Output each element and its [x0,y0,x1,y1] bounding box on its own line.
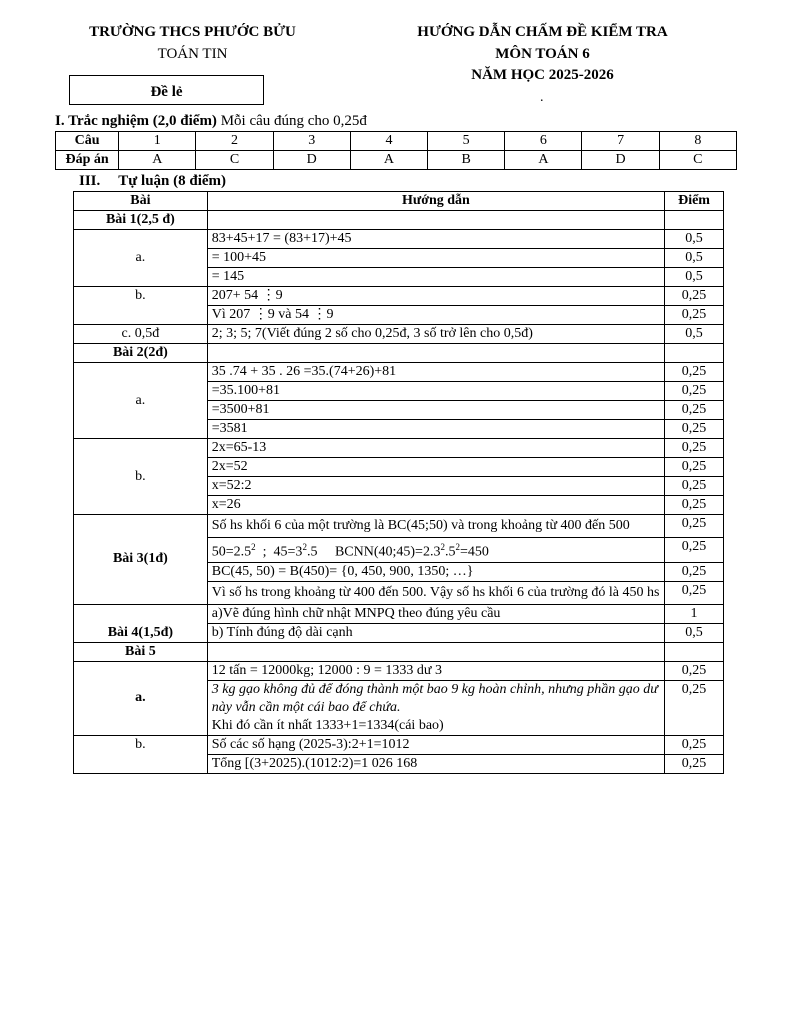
part2-heading: III. Tự luận (8 điểm) [79,173,227,189]
guide-line: $50=2.5^2$ ; $45=3^2.5$ $BCNN(40;45)=2.3^2.5^2=450$ [207,538,664,563]
guide-line: 83+45+17 = (83+17)+45 [207,230,664,249]
points-cell: 1 [665,604,724,623]
points-cell: 0,25 [665,735,724,754]
points-cell: 0,25 [665,458,724,477]
points-cell: 0,25 [665,581,724,604]
points-cell: 0,25 [665,496,724,515]
section-title: Bài 2(2đ) [74,344,208,363]
guide-line: Số hs khối 6 của một trường là BC(45;50) và trong khoảng từ 400 đến 500 [207,515,664,538]
points-cell: 0,25 [665,515,724,538]
dot-mark: . [540,90,544,105]
row-label-question: Câu [56,132,119,151]
guide-line: Vì 207 ⋮9 và 54 ⋮9 [207,306,664,325]
guide-line: 2; 3; 5; 7(Viết đúng 2 số cho 0,25đ, 3 số trở lên cho 0,5đ) [207,325,664,344]
question-number: 6 [505,132,582,151]
section-title: Bài 1(2,5 đ) [74,211,208,230]
points-cell: 0,5 [665,249,724,268]
answer-cell: A [350,151,427,170]
guide-line: = 100+45 [207,249,664,268]
answer-cell: D [273,151,350,170]
guide-line: x=26 [207,496,664,515]
school-year: NĂM HỌC 2025-2026 [471,67,614,83]
points-cell: 0,25 [665,562,724,581]
item-label: a. [74,230,208,287]
guide-line: 3 kg gạo không đủ để đóng thành một bao 9 kg hoàn chỉnh, nhưng phần gạo dư này vẫn cần một cái bao để chứa. Khi đó cần ít nhất 1333+1=1334(cái bao) [207,680,664,735]
guide-line: Vì số hs trong khoảng từ 400 đến 500. Vậy số hs khối 6 của trường đó là 450 hs [207,581,664,604]
question-number: 4 [350,132,427,151]
points-cell: 0,25 [665,538,724,563]
points-cell: 0,25 [665,754,724,773]
points-cell: 0,25 [665,306,724,325]
answer-cell: C [659,151,736,170]
col-header-bai: Bài [74,192,208,211]
answer-cell: A [505,151,582,170]
grading-table [73,191,724,774]
points-cell: 0,25 [665,382,724,401]
guide-line: Tổng [(3+2025).(1012:2)=1 026 168 [207,754,664,773]
item-label: b. [74,287,208,325]
part1-heading: I. Trắc nghiệm (2,0 điểm) Mỗi câu đúng cho 0,25đ [55,113,367,129]
document-title: HƯỚNG DẪN CHẤM ĐỀ KIỂM TRA [417,24,668,40]
section-title: Bài 4(1,5đ) [74,604,208,642]
points-cell: 0,25 [665,363,724,382]
guide-line: = 145 [207,268,664,287]
col-header-points: Điểm [665,192,724,211]
points-cell: 0,25 [665,420,724,439]
answer-cell: D [582,151,659,170]
exam-type-box: Đề lẻ [69,75,264,105]
answer-key-table [55,131,737,170]
guide-line: 2x=52 [207,458,664,477]
item-label: c. 0,5đ [74,325,208,344]
question-number: 1 [119,132,196,151]
question-number: 2 [196,132,273,151]
guide-line: =3500+81 [207,401,664,420]
points-cell: 0,5 [665,268,724,287]
item-label: b. [74,735,208,773]
question-number: 8 [659,132,736,151]
row-label-answer: Đáp án [56,151,119,170]
guide-line: a)Vẽ đúng hình chữ nhật MNPQ theo đúng yêu cầu [207,604,664,623]
guide-line: =35.100+81 [207,382,664,401]
col-header-guide: Hướng dẫn [207,192,664,211]
question-number: 3 [273,132,350,151]
points-cell: 0,5 [665,230,724,249]
guide-line: =3581 [207,420,664,439]
question-number: 7 [582,132,659,151]
department-name: TOÁN TIN [157,46,228,62]
question-number: 5 [428,132,505,151]
points-cell: 0,5 [665,325,724,344]
answer-cell: A [119,151,196,170]
guide-line: x=52:2 [207,477,664,496]
points-cell: 0,25 [665,680,724,735]
points-cell: 0,25 [665,477,724,496]
guide-line: 207+ 54 ⋮9 [207,287,664,306]
points-cell: 0,5 [665,623,724,642]
guide-line: b) Tính đúng độ dài cạnh [207,623,664,642]
points-cell: 0,25 [665,439,724,458]
guide-line: 2x=65-13 [207,439,664,458]
answer-cell: C [196,151,273,170]
guide-line: Số các số hạng (2025-3):2+1=1012 [207,735,664,754]
section-title: Bài 5 [74,642,208,661]
section-title: Bài 3(1đ) [74,515,208,605]
points-cell: 0,25 [665,287,724,306]
item-label: b. [74,439,208,515]
item-label: a. [74,661,208,735]
points-cell: 0,25 [665,661,724,680]
guide-line: 35 .74 + 35 . 26 =35.(74+26)+81 [207,363,664,382]
answer-cell: B [428,151,505,170]
guide-line: BC(45, 50) = B(450)= {0, 450, 900, 1350; …} [207,562,664,581]
item-label: a. [74,363,208,439]
points-cell: 0,25 [665,401,724,420]
subject-title: MÔN TOÁN 6 [495,46,590,62]
school-name: TRƯỜNG THCS PHƯỚC BỬU [89,24,296,40]
guide-line: 12 tấn = 12000kg; 12000 : 9 = 1333 dư 3 [207,661,664,680]
